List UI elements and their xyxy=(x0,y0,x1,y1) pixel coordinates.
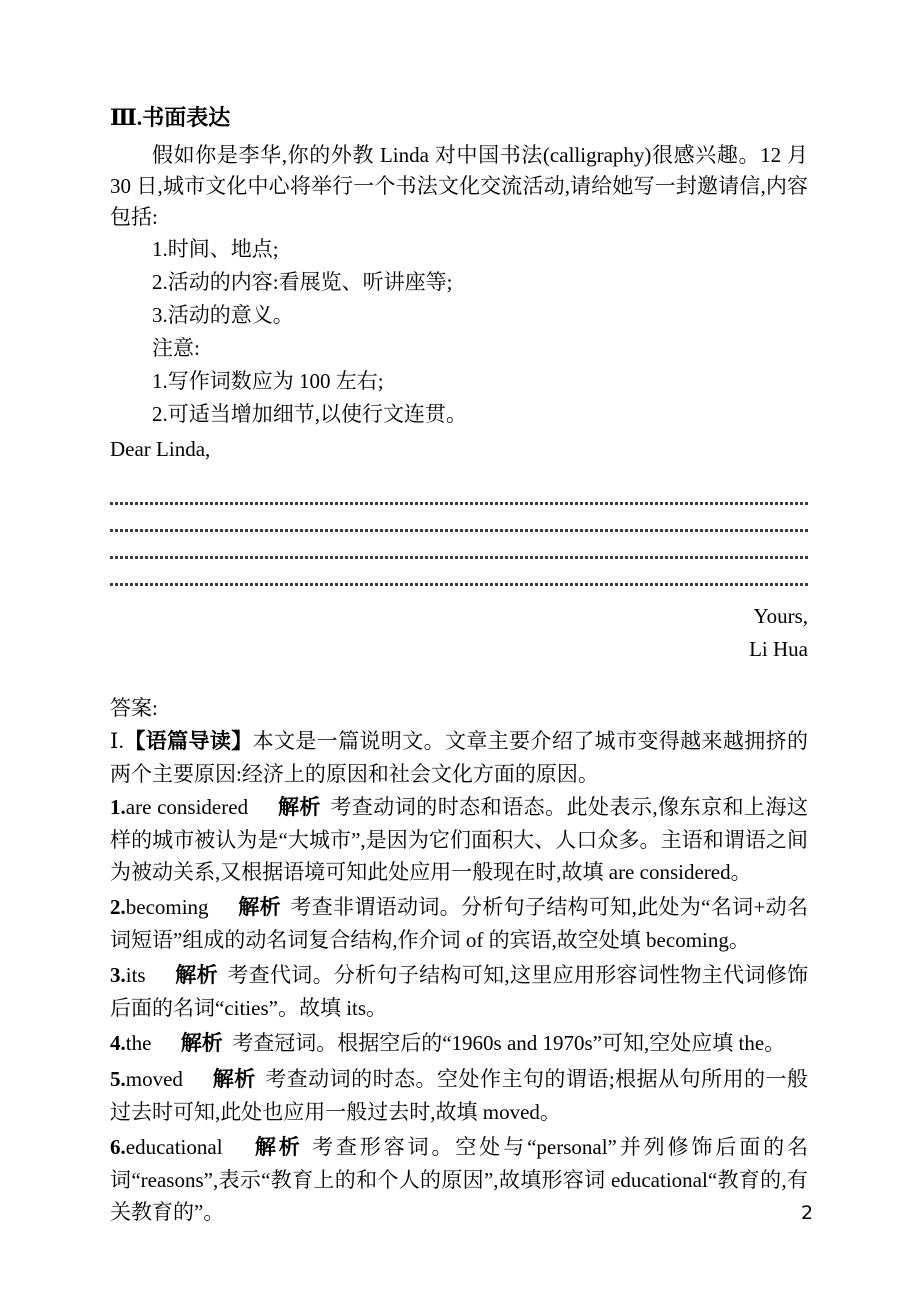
task-point-2: 2.活动的内容:看展览、听讲座等; xyxy=(152,270,453,294)
note-item-2: 2.可适当增加细节,以使行文连贯。 xyxy=(152,402,467,426)
answer-item-3 xyxy=(110,959,808,1024)
answer-blank-line xyxy=(110,478,808,505)
overview-text: 本文是一篇说明文。文章主要介绍了城市变得越来越拥挤的两个主要原因:经济上的原因和社会文化方面的原因。 xyxy=(110,729,809,786)
answer-blank-line xyxy=(110,559,808,586)
answer-number: 2. xyxy=(110,895,126,919)
answers-section xyxy=(110,692,808,1228)
note-item-1: 1.写作词数应为 100 左右; xyxy=(152,369,384,393)
answer-word: the xyxy=(125,1031,152,1055)
answer-number: 3. xyxy=(110,963,126,987)
answer-number: 4. xyxy=(110,1031,126,1055)
overview-numeral: Ⅰ. xyxy=(110,729,124,753)
writing-task-section xyxy=(110,102,808,666)
answer-number: 5. xyxy=(110,1067,126,1091)
answer-explanation: 考查动词的时态和语态。此处表示,像东京和上海这样的城市被认为是“大城市”,是因为它们面积大、人口众多。主语和谓语之间为被动关系,又根据语境可知此处应用一般现在时,故填 are considered。 xyxy=(110,795,808,884)
task-point-3: 3.活动的意义。 xyxy=(152,303,294,327)
answers-heading: 答案: xyxy=(110,696,158,720)
section-numeral: Ⅲ. xyxy=(110,105,143,130)
answer-item-1 xyxy=(110,791,808,888)
passage-overview xyxy=(110,725,808,790)
letter-closing: Yours, xyxy=(753,604,808,628)
answer-item-5 xyxy=(110,1063,808,1128)
answer-word: becoming xyxy=(125,895,209,919)
answer-explanation: 考查冠词。根据空后的“1960s and 1970s”可知,空处应填 the。 xyxy=(232,1031,786,1055)
task-intro-paragraph: 假如你是李华,你的外教 Linda 对中国书法(calligraphy)很感兴趣。12 月 30 日,城市文化中心将举行一个书法文化交流活动,请给她写一封邀请信,内容包括: xyxy=(110,143,808,229)
answer-explanation: 考查动词的时态。空处作主句的谓语;根据从句所用的一般过去时可知,此处也应用一般过去时,故填 moved。 xyxy=(110,1067,809,1124)
notes-label: 注意: xyxy=(152,336,200,360)
jiexi-label: 解析 xyxy=(237,896,281,919)
jiexi-label: 解析 xyxy=(180,1032,223,1055)
page-number: 2 xyxy=(801,1202,814,1224)
answer-blank-line xyxy=(110,532,808,559)
jiexi-label: 解析 xyxy=(212,1068,256,1091)
answer-number: 1. xyxy=(110,795,126,819)
task-point-1: 1.时间、地点; xyxy=(152,237,279,261)
answer-blank-line xyxy=(110,505,808,532)
overview-label: 【语篇导读】 xyxy=(123,730,253,753)
jiexi-label: 解析 xyxy=(277,796,321,819)
answer-item-4 xyxy=(110,1027,808,1060)
answer-lines-block xyxy=(110,478,808,586)
answer-explanation: 考查非谓语动词。分析句子结构可知,此处为“名词+动名词短语”组成的动名词复合结构,作介词 of 的宾语,故空处填 becoming。 xyxy=(110,895,808,952)
letter-salutation: Dear Linda, xyxy=(110,437,211,461)
answer-explanation: 考查形容词。空处与“personal”并列修饰后面的名词“reasons”,表示“教育上的和个人的原因”,故填形容词 educational“教育的,有关教育的”。 xyxy=(110,1135,808,1224)
section-heading xyxy=(110,102,808,134)
jiexi-label: 解析 xyxy=(251,1136,303,1159)
answer-word: educational xyxy=(125,1135,223,1159)
answer-item-6 xyxy=(110,1131,808,1228)
answer-explanation: 考查代词。分析句子结构可知,这里应用形容词性物主代词修饰后面的名词“cities”。故填 its。 xyxy=(110,963,809,1020)
answer-item-2 xyxy=(110,891,808,956)
answer-number: 6. xyxy=(110,1135,126,1159)
letter-signature: Li Hua xyxy=(749,637,808,661)
jiexi-label: 解析 xyxy=(174,964,218,987)
answer-word: its xyxy=(125,963,146,987)
answer-word: moved xyxy=(125,1067,183,1091)
answer-word: are considered xyxy=(125,795,249,819)
section-heading-text: 书面表达 xyxy=(142,105,231,130)
